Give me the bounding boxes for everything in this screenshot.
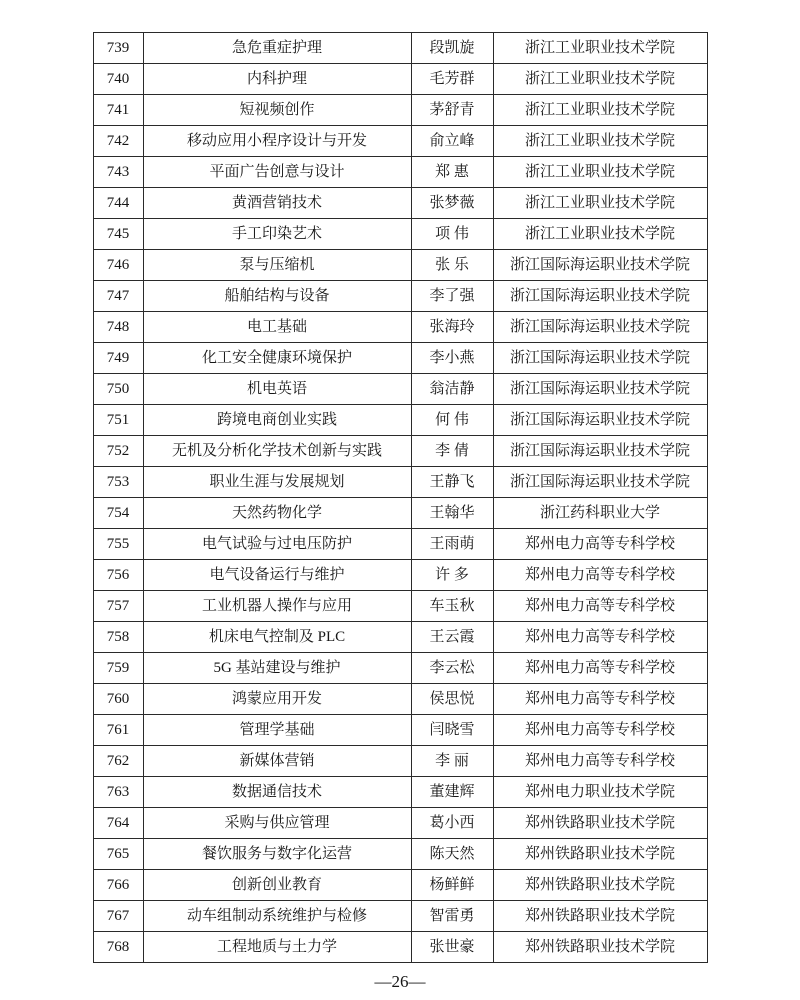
course-name-cell: 手工印染艺术 <box>143 219 411 250</box>
course-name-cell: 电气试验与过电压防护 <box>143 529 411 560</box>
course-list-table-body <box>93 33 707 963</box>
teacher-name-cell: 俞立峰 <box>411 126 493 157</box>
school-name-cell: 浙江国际海运职业技术学院 <box>493 467 707 498</box>
course-name-cell: 机电英语 <box>143 374 411 405</box>
course-name-cell: 职业生涯与发展规划 <box>143 467 411 498</box>
table-row <box>93 64 707 95</box>
serial-number-cell: 740 <box>93 64 143 95</box>
course-name-cell: 工业机器人操作与应用 <box>143 591 411 622</box>
page-number: —26— <box>374 972 426 991</box>
teacher-name-cell: 李 倩 <box>411 436 493 467</box>
teacher-name-cell: 郑 惠 <box>411 157 493 188</box>
course-name-cell: 黄酒营销技术 <box>143 188 411 219</box>
school-name-cell: 浙江国际海运职业技术学院 <box>493 405 707 436</box>
table-row <box>93 467 707 498</box>
serial-number-cell: 759 <box>93 653 143 684</box>
table-row <box>93 653 707 684</box>
course-name-cell: 天然药物化学 <box>143 498 411 529</box>
teacher-name-cell: 茅舒青 <box>411 95 493 126</box>
table-row <box>93 33 707 64</box>
serial-number-cell: 756 <box>93 560 143 591</box>
serial-number-cell: 750 <box>93 374 143 405</box>
teacher-name-cell: 许 多 <box>411 560 493 591</box>
course-name-cell: 工程地质与土力学 <box>143 932 411 963</box>
school-name-cell: 郑州电力高等专科学校 <box>493 684 707 715</box>
school-name-cell: 郑州铁路职业技术学院 <box>493 901 707 932</box>
school-name-cell: 郑州铁路职业技术学院 <box>493 839 707 870</box>
teacher-name-cell: 何 伟 <box>411 405 493 436</box>
serial-number-cell: 752 <box>93 436 143 467</box>
teacher-name-cell: 王雨萌 <box>411 529 493 560</box>
teacher-name-cell: 李小燕 <box>411 343 493 374</box>
school-name-cell: 浙江国际海运职业技术学院 <box>493 343 707 374</box>
table-row <box>93 436 707 467</box>
school-name-cell: 浙江工业职业技术学院 <box>493 33 707 64</box>
serial-number-cell: 751 <box>93 405 143 436</box>
school-name-cell: 郑州电力高等专科学校 <box>493 653 707 684</box>
course-name-cell: 移动应用小程序设计与开发 <box>143 126 411 157</box>
serial-number-cell: 755 <box>93 529 143 560</box>
course-name-cell: 电工基础 <box>143 312 411 343</box>
teacher-name-cell: 李 丽 <box>411 746 493 777</box>
course-name-cell: 急危重症护理 <box>143 33 411 64</box>
school-name-cell: 浙江药科职业大学 <box>493 498 707 529</box>
table-row <box>93 250 707 281</box>
course-list-table <box>93 32 708 963</box>
table-row <box>93 281 707 312</box>
serial-number-cell: 763 <box>93 777 143 808</box>
course-name-cell: 数据通信技术 <box>143 777 411 808</box>
serial-number-cell: 764 <box>93 808 143 839</box>
table-row <box>93 870 707 901</box>
teacher-name-cell: 王静飞 <box>411 467 493 498</box>
serial-number-cell: 758 <box>93 622 143 653</box>
table-row <box>93 746 707 777</box>
serial-number-cell: 761 <box>93 715 143 746</box>
serial-number-cell: 744 <box>93 188 143 219</box>
table-row <box>93 684 707 715</box>
course-name-cell: 内科护理 <box>143 64 411 95</box>
serial-number-cell: 747 <box>93 281 143 312</box>
course-name-cell: 创新创业教育 <box>143 870 411 901</box>
school-name-cell: 郑州电力高等专科学校 <box>493 746 707 777</box>
table-row <box>93 126 707 157</box>
table-row <box>93 312 707 343</box>
course-name-cell: 新媒体营销 <box>143 746 411 777</box>
serial-number-cell: 768 <box>93 932 143 963</box>
teacher-name-cell: 杨鲜鲜 <box>411 870 493 901</box>
serial-number-cell: 741 <box>93 95 143 126</box>
course-name-cell: 动车组制动系统维护与检修 <box>143 901 411 932</box>
course-name-cell: 化工安全健康环境保护 <box>143 343 411 374</box>
serial-number-cell: 754 <box>93 498 143 529</box>
course-name-cell: 餐饮服务与数字化运营 <box>143 839 411 870</box>
school-name-cell: 浙江工业职业技术学院 <box>493 188 707 219</box>
table-row <box>93 777 707 808</box>
table-row <box>93 839 707 870</box>
teacher-name-cell: 张梦薇 <box>411 188 493 219</box>
teacher-name-cell: 张海玲 <box>411 312 493 343</box>
school-name-cell: 郑州电力高等专科学校 <box>493 622 707 653</box>
teacher-name-cell: 李了强 <box>411 281 493 312</box>
serial-number-cell: 749 <box>93 343 143 374</box>
course-name-cell: 管理学基础 <box>143 715 411 746</box>
school-name-cell: 郑州电力高等专科学校 <box>493 560 707 591</box>
table-row <box>93 622 707 653</box>
teacher-name-cell: 段凯旋 <box>411 33 493 64</box>
school-name-cell: 浙江工业职业技术学院 <box>493 219 707 250</box>
teacher-name-cell: 车玉秋 <box>411 591 493 622</box>
table-row <box>93 715 707 746</box>
teacher-name-cell: 侯思悦 <box>411 684 493 715</box>
teacher-name-cell: 李云松 <box>411 653 493 684</box>
table-row <box>93 157 707 188</box>
school-name-cell: 浙江工业职业技术学院 <box>493 95 707 126</box>
school-name-cell: 郑州电力高等专科学校 <box>493 715 707 746</box>
teacher-name-cell: 项 伟 <box>411 219 493 250</box>
school-name-cell: 浙江工业职业技术学院 <box>493 126 707 157</box>
table-row <box>93 219 707 250</box>
table-row <box>93 560 707 591</box>
table-row <box>93 529 707 560</box>
table-row <box>93 591 707 622</box>
course-name-cell: 泵与压缩机 <box>143 250 411 281</box>
serial-number-cell: 753 <box>93 467 143 498</box>
school-name-cell: 郑州电力高等专科学校 <box>493 591 707 622</box>
teacher-name-cell: 闫晓雪 <box>411 715 493 746</box>
school-name-cell: 郑州铁路职业技术学院 <box>493 870 707 901</box>
course-name-cell: 无机及分析化学技术创新与实践 <box>143 436 411 467</box>
course-name-cell: 5G 基站建设与维护 <box>143 653 411 684</box>
serial-number-cell: 767 <box>93 901 143 932</box>
table-row <box>93 343 707 374</box>
school-name-cell: 郑州铁路职业技术学院 <box>493 808 707 839</box>
teacher-name-cell: 翁洁静 <box>411 374 493 405</box>
serial-number-cell: 742 <box>93 126 143 157</box>
table-row <box>93 932 707 963</box>
serial-number-cell: 766 <box>93 870 143 901</box>
course-name-cell: 鸿蒙应用开发 <box>143 684 411 715</box>
course-name-cell: 机床电气控制及 PLC <box>143 622 411 653</box>
course-name-cell: 跨境电商创业实践 <box>143 405 411 436</box>
serial-number-cell: 760 <box>93 684 143 715</box>
serial-number-cell: 757 <box>93 591 143 622</box>
school-name-cell: 郑州电力职业技术学院 <box>493 777 707 808</box>
serial-number-cell: 743 <box>93 157 143 188</box>
school-name-cell: 浙江国际海运职业技术学院 <box>493 281 707 312</box>
teacher-name-cell: 陈天然 <box>411 839 493 870</box>
course-name-cell: 电气设备运行与维护 <box>143 560 411 591</box>
teacher-name-cell: 王翰华 <box>411 498 493 529</box>
table-row <box>93 808 707 839</box>
table-row <box>93 95 707 126</box>
school-name-cell: 郑州电力高等专科学校 <box>493 529 707 560</box>
school-name-cell: 浙江国际海运职业技术学院 <box>493 436 707 467</box>
school-name-cell: 浙江国际海运职业技术学院 <box>493 312 707 343</box>
school-name-cell: 郑州铁路职业技术学院 <box>493 932 707 963</box>
table-row <box>93 374 707 405</box>
table-row <box>93 188 707 219</box>
serial-number-cell: 739 <box>93 33 143 64</box>
teacher-name-cell: 毛芳群 <box>411 64 493 95</box>
teacher-name-cell: 葛小西 <box>411 808 493 839</box>
serial-number-cell: 748 <box>93 312 143 343</box>
school-name-cell: 浙江工业职业技术学院 <box>493 157 707 188</box>
course-name-cell: 短视频创作 <box>143 95 411 126</box>
teacher-name-cell: 董建辉 <box>411 777 493 808</box>
course-name-cell: 平面广告创意与设计 <box>143 157 411 188</box>
school-name-cell: 浙江工业职业技术学院 <box>493 64 707 95</box>
school-name-cell: 浙江国际海运职业技术学院 <box>493 250 707 281</box>
serial-number-cell: 765 <box>93 839 143 870</box>
table-row <box>93 901 707 932</box>
course-name-cell: 采购与供应管理 <box>143 808 411 839</box>
course-name-cell: 船舶结构与设备 <box>143 281 411 312</box>
school-name-cell: 浙江国际海运职业技术学院 <box>493 374 707 405</box>
table-row <box>93 405 707 436</box>
serial-number-cell: 746 <box>93 250 143 281</box>
teacher-name-cell: 王云霞 <box>411 622 493 653</box>
teacher-name-cell: 智雷勇 <box>411 901 493 932</box>
serial-number-cell: 745 <box>93 219 143 250</box>
teacher-name-cell: 张 乐 <box>411 250 493 281</box>
serial-number-cell: 762 <box>93 746 143 777</box>
table-row <box>93 498 707 529</box>
teacher-name-cell: 张世豪 <box>411 932 493 963</box>
